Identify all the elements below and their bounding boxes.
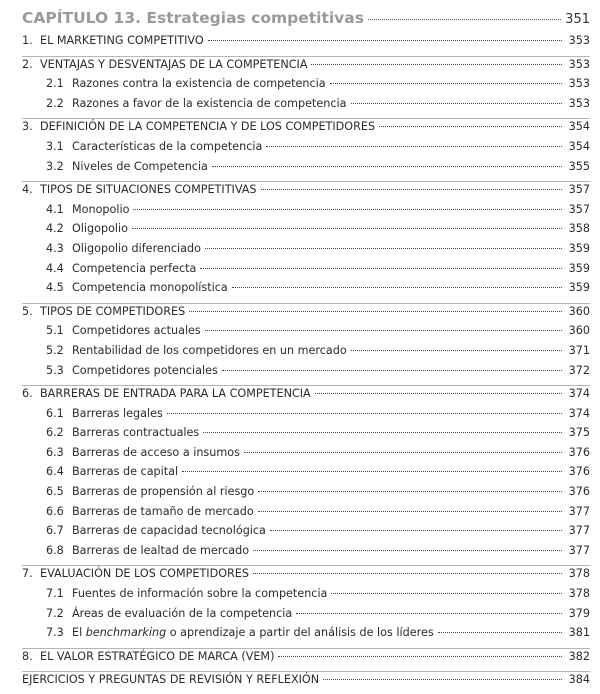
toc-page-number: 355 — [568, 159, 590, 173]
toc-entry-emphasis: benchmarking — [85, 626, 167, 640]
toc-subsection-entry[interactable] — [22, 544, 590, 564]
toc-entry-text: Barreras de propensión al riesgo — [72, 485, 255, 499]
toc-entry-text: o aprendizaje a partir del análisis de los líderes — [166, 626, 434, 640]
chapter-title: CAPÍTULO 13. Estrategias competitivas — [22, 9, 364, 27]
toc-page-number: 376 — [568, 445, 590, 459]
toc-entry-label — [46, 544, 249, 557]
toc-entry-number: 7.1 — [46, 587, 64, 601]
toc-section-entry[interactable] — [22, 120, 590, 140]
toc-entry-number: 6.5 — [46, 485, 64, 499]
toc-entry-number: 6.7 — [46, 524, 64, 538]
section-divider — [22, 648, 590, 649]
toc-entry-text: Características de la competencia — [72, 139, 263, 153]
dot-leader — [244, 452, 562, 453]
toc-entry-number: 7. — [22, 567, 33, 581]
toc-section-entry[interactable] — [22, 650, 590, 670]
dot-leader — [270, 530, 562, 531]
toc-page-number: 354 — [568, 120, 590, 134]
toc-entry-label — [46, 485, 254, 498]
dot-leader — [258, 491, 562, 492]
toc-entry-number: 7.2 — [46, 606, 64, 620]
toc-entry-label — [22, 120, 375, 133]
toc-page-number: 381 — [568, 626, 590, 640]
section-divider — [22, 671, 590, 672]
toc-subsection-entry[interactable] — [22, 426, 590, 446]
toc-entry-label — [46, 77, 326, 90]
dot-leader — [258, 511, 562, 512]
dot-leader — [208, 40, 562, 41]
toc-subsection-entry[interactable] — [22, 607, 590, 627]
dot-leader — [368, 19, 561, 20]
toc-entry-label — [22, 673, 319, 686]
toc-entry-text: Competencia perfecta — [72, 261, 197, 275]
toc-entry-number: 6.8 — [46, 543, 64, 557]
dot-leader — [296, 613, 562, 614]
toc-subsection-entry[interactable] — [22, 97, 590, 117]
toc-subsection-entry[interactable] — [22, 505, 590, 525]
toc-subsection-entry[interactable] — [22, 160, 590, 180]
dot-leader — [205, 330, 562, 331]
toc-entry-number: 6.4 — [46, 465, 64, 479]
dot-leader — [323, 679, 562, 680]
section-divider — [22, 56, 590, 57]
section-divider — [22, 303, 590, 304]
toc-entry-number: 6. — [22, 387, 33, 401]
dot-leader — [438, 632, 562, 633]
toc-entry-label — [46, 324, 201, 337]
toc-subsection-entry[interactable] — [22, 446, 590, 466]
toc-subsection-entry[interactable] — [22, 222, 590, 242]
toc-subsection-entry[interactable] — [22, 344, 590, 364]
toc-entry-text: Rentabilidad de los competidores en un mercado — [72, 343, 347, 357]
toc-entry-text: El — [72, 626, 86, 640]
toc-section-entry[interactable] — [22, 673, 590, 693]
toc-subsection-entry[interactable] — [22, 77, 590, 97]
toc-entry-number: 6.2 — [46, 426, 64, 440]
toc-page-number: 359 — [568, 241, 590, 255]
toc-entry-number: 2.2 — [46, 96, 64, 110]
toc-entry-text: Barreras de tamaño de mercado — [72, 504, 254, 518]
toc-entry-label — [22, 387, 311, 400]
toc-entry-label — [22, 305, 185, 318]
toc-entry-number: 4.4 — [46, 261, 64, 275]
section-divider — [22, 565, 590, 566]
toc-section-entry[interactable] — [22, 387, 590, 407]
toc-section-entry[interactable] — [22, 305, 590, 325]
toc-entry-text: Razones contra la existencia de competencia — [72, 77, 326, 91]
toc-entry-label — [46, 140, 262, 153]
toc-entry-label — [46, 607, 292, 620]
toc-page-number: 359 — [568, 261, 590, 275]
dot-leader — [331, 593, 562, 594]
toc-entry-label — [46, 626, 434, 639]
dot-leader — [189, 311, 562, 312]
toc-entry-number: 6.3 — [46, 445, 64, 459]
toc-page-number: 379 — [568, 606, 590, 620]
section-divider — [22, 385, 590, 386]
toc-entry-number: 4.3 — [46, 241, 64, 255]
toc-page-number: 360 — [568, 324, 590, 338]
chapter-page-number: 351 — [565, 12, 590, 27]
toc-entry-number: 4. — [22, 183, 33, 197]
toc-entry-text: Competidores potenciales — [72, 363, 218, 377]
toc-page-number: 357 — [568, 202, 590, 216]
toc-page-number: 377 — [568, 543, 590, 557]
toc-entry-label — [46, 242, 201, 255]
toc-subsection-entry[interactable] — [22, 242, 590, 262]
dot-leader — [222, 370, 562, 371]
toc-subsection-entry[interactable] — [22, 587, 590, 607]
toc-subsection-entry[interactable] — [22, 407, 590, 427]
dot-leader — [278, 656, 562, 657]
toc-entry-label — [46, 364, 218, 377]
toc-page-number: 360 — [568, 304, 590, 318]
toc-entry-text: Competidores actuales — [72, 324, 201, 338]
dot-leader — [261, 189, 562, 190]
chapter-heading — [22, 9, 590, 27]
toc-entry-number: 3. — [22, 120, 33, 134]
toc-page-number: 372 — [568, 363, 590, 377]
dot-leader — [167, 413, 562, 414]
toc-entry-text: Barreras de lealtad de mercado — [72, 543, 250, 557]
toc-entry-text: Barreras contractuales — [72, 426, 200, 440]
toc-page-number: 377 — [568, 524, 590, 538]
toc-page-number: 374 — [568, 387, 590, 401]
dot-leader — [266, 146, 562, 147]
toc-entry-number: 3.1 — [46, 139, 64, 153]
toc-entry-text: EL MARKETING COMPETITIVO — [40, 34, 204, 47]
toc-page-number: 382 — [568, 649, 590, 663]
toc-entry-label — [46, 344, 347, 357]
toc-subsection-entry[interactable] — [22, 262, 590, 282]
toc-subsection-entry[interactable] — [22, 140, 590, 160]
toc-entry-number: 5.2 — [46, 343, 64, 357]
dot-leader — [351, 103, 562, 104]
toc-entry-label — [46, 465, 178, 478]
table-of-contents — [22, 34, 590, 693]
toc-entry-label — [22, 183, 257, 196]
toc-entry-text: TIPOS DE COMPETIDORES — [40, 304, 186, 318]
toc-subsection-entry[interactable] — [22, 465, 590, 485]
toc-entry-text: VENTAJAS Y DESVENTAJAS DE LA COMPETENCIA — [40, 57, 308, 71]
toc-page-number: 374 — [568, 406, 590, 420]
toc-entry-number: 3.2 — [46, 159, 64, 173]
dot-leader — [351, 350, 562, 351]
dot-leader — [133, 209, 562, 210]
dot-leader — [379, 126, 562, 127]
toc-entry-number: 8. — [22, 649, 33, 663]
dot-leader — [232, 287, 562, 288]
toc-page-number: 353 — [568, 34, 590, 47]
toc-entry-number: 5.3 — [46, 363, 64, 377]
toc-page-number: 375 — [568, 426, 590, 440]
toc-entry-label — [46, 203, 129, 216]
dot-leader — [182, 471, 562, 472]
dot-leader — [315, 393, 562, 394]
toc-page-number: 384 — [568, 673, 590, 687]
toc-entry-text: EVALUACIÓN DE LOS COMPETIDORES — [40, 567, 249, 581]
toc-entry-text: Oligopolio diferenciado — [72, 241, 201, 255]
toc-entry-label — [46, 446, 240, 459]
toc-section-entry[interactable] — [22, 183, 590, 203]
toc-entry-label — [46, 505, 254, 518]
toc-page-number: 353 — [568, 77, 590, 91]
toc-entry-label — [46, 524, 266, 537]
toc-entry-text: Razones a favor de la existencia de competencia — [72, 96, 347, 110]
toc-entry-text: Monopolio — [72, 202, 130, 216]
toc-subsection-entry[interactable] — [22, 203, 590, 223]
toc-entry-number: 6.6 — [46, 504, 64, 518]
toc-page-number: 359 — [568, 281, 590, 295]
toc-page-number: 376 — [568, 465, 590, 479]
toc-page-number: 371 — [568, 343, 590, 357]
toc-entry-label — [46, 281, 228, 294]
toc-entry-text: Barreras de acceso a insumos — [72, 445, 240, 459]
dot-leader — [311, 64, 562, 65]
toc-entry-label — [22, 567, 249, 580]
toc-entry-text: Áreas de evaluación de la competencia — [72, 606, 293, 620]
dot-leader — [253, 550, 562, 551]
toc-entry-text: BARRERAS DE ENTRADA PARA LA COMPETENCIA — [40, 387, 311, 401]
toc-subsection-entry[interactable] — [22, 281, 590, 301]
toc-subsection-entry[interactable] — [22, 485, 590, 505]
toc-entry-label — [22, 34, 204, 47]
toc-entry-text: EJERCICIOS Y PREGUNTAS DE REVISIÓN Y REFLEXIÓN — [22, 673, 320, 687]
toc-entry-text: EL VALOR ESTRATÉGICO DE MARCA (VEM) — [40, 649, 275, 663]
toc-subsection-entry[interactable] — [22, 364, 590, 384]
toc-entry-label — [46, 407, 163, 420]
toc-page-number: 377 — [568, 504, 590, 518]
toc-entry-number: 1. — [22, 34, 33, 47]
dot-leader — [253, 573, 562, 574]
dot-leader — [132, 228, 562, 229]
toc-entry-text: TIPOS DE SITUACIONES COMPETITIVAS — [40, 183, 257, 197]
toc-entry-label — [46, 97, 347, 110]
toc-page-number: 358 — [568, 222, 590, 236]
toc-page-number: 357 — [568, 183, 590, 197]
section-divider — [22, 118, 590, 119]
toc-entry-text: Competencia monopolística — [72, 281, 228, 295]
dot-leader — [212, 166, 562, 167]
toc-entry-label — [46, 426, 199, 439]
toc-section-entry[interactable] — [22, 567, 590, 587]
toc-page-number: 378 — [568, 587, 590, 601]
toc-entry-text: Barreras de capital — [72, 465, 179, 479]
toc-page-number: 354 — [568, 139, 590, 153]
toc-entry-number: 7.3 — [46, 626, 64, 640]
toc-entry-number: 2. — [22, 57, 33, 71]
toc-entry-text: Oligopolio — [72, 222, 128, 236]
toc-entry-number: 5. — [22, 304, 33, 318]
toc-entry-text: Fuentes de información sobre la competencia — [72, 587, 328, 601]
toc-page-number: 376 — [568, 485, 590, 499]
dot-leader — [330, 83, 562, 84]
toc-entry-label — [22, 58, 307, 71]
toc-entry-label — [46, 160, 208, 173]
toc-subsection-entry[interactable] — [22, 324, 590, 344]
toc-subsection-entry[interactable] — [22, 626, 590, 646]
toc-section-entry[interactable] — [22, 34, 590, 54]
toc-entry-text: Barreras de capacidad tecnológica — [72, 524, 266, 538]
toc-entry-text: Niveles de Competencia — [72, 159, 208, 173]
section-divider — [22, 181, 590, 182]
dot-leader — [200, 268, 562, 269]
toc-entry-text: DEFINICIÓN DE LA COMPETENCIA Y DE LOS COMPETIDORES — [40, 120, 376, 134]
toc-entry-label — [22, 650, 274, 663]
toc-entry-number: 5.1 — [46, 324, 64, 338]
toc-page-number: 353 — [568, 96, 590, 110]
toc-entry-label — [46, 587, 327, 600]
toc-entry-number: 4.5 — [46, 281, 64, 295]
toc-entry-label — [46, 262, 196, 275]
toc-section-entry[interactable] — [22, 58, 590, 78]
dot-leader — [205, 248, 562, 249]
dot-leader — [203, 432, 562, 433]
toc-entry-text: Barreras legales — [72, 406, 163, 420]
toc-entry-number: 2.1 — [46, 77, 64, 91]
toc-page-number: 353 — [568, 57, 590, 71]
toc-entry-number: 6.1 — [46, 406, 64, 420]
toc-entry-label — [46, 222, 128, 235]
toc-subsection-entry[interactable] — [22, 524, 590, 544]
toc-page-number: 378 — [568, 567, 590, 581]
toc-entry-number: 4.1 — [46, 202, 64, 216]
toc-entry-number: 4.2 — [46, 222, 64, 236]
